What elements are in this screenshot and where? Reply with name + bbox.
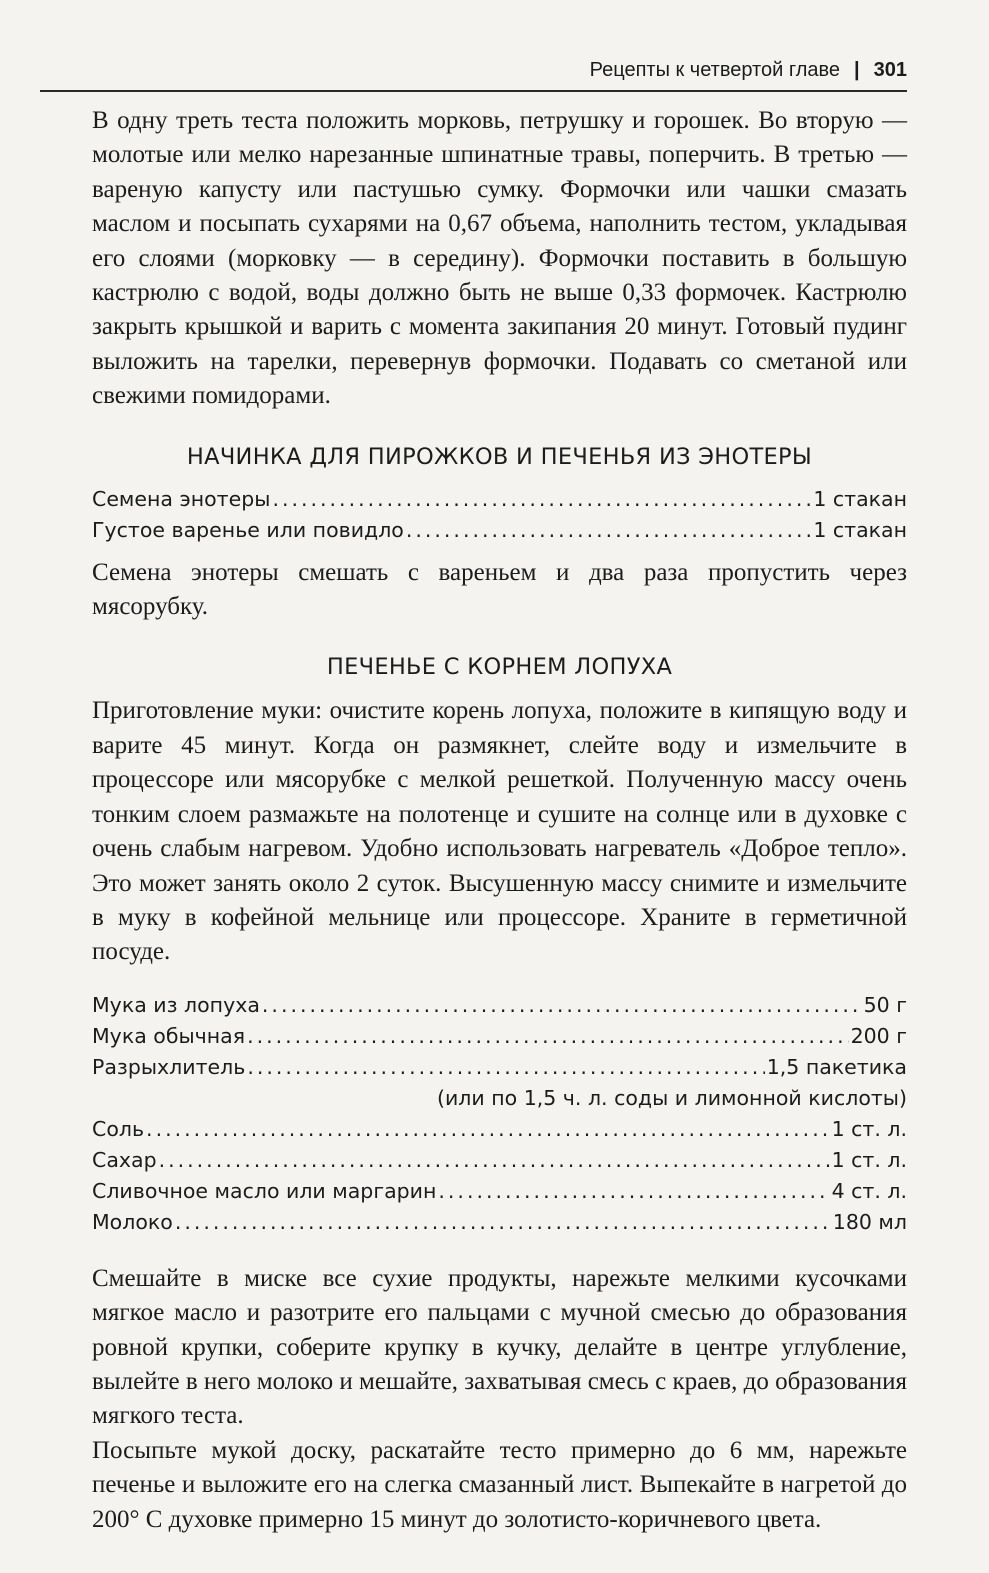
ingredient-qty: 1 ст. л.	[831, 1116, 907, 1141]
ingredient-qty: 1,5 пакетика	[766, 1054, 907, 1079]
ingredient-name: Разрыхлитель	[92, 1054, 246, 1079]
ingredient-qty: 180 мл	[832, 1209, 907, 1234]
ingredient-qty: 50 г	[863, 992, 907, 1017]
ingredient-qty: 4 ст. л.	[831, 1178, 907, 1203]
leader-dots	[175, 1207, 831, 1238]
leader-dots	[159, 1145, 830, 1176]
recipe1-title: НАЧИНКА ДЛЯ ПИРОЖКОВ И ПЕЧЕНЬЯ ИЗ ЭНОТЕРЫ	[186, 443, 813, 470]
recipe2-ingredient-list	[92, 990, 907, 1238]
ingredient-name: Сливочное масло или маргарин	[92, 1178, 437, 1203]
chapter-title: Рецепты к четвертой главе	[589, 58, 841, 81]
recipe1-text: Семена энотеры смешать с вареньем и два раза пропустить через мясорубку.	[92, 558, 907, 621]
ingredient-row	[92, 1145, 907, 1176]
recipe2-step2: Посыпьте мукой доску, раскатайте тесто примерно до 6 мм, нарежьте печенье и выложите его на слегка смазанный лист. Выпекайте в нагретой до 200° С духовке примерно 15 минут до золотисто-коричневого цвета.	[92, 1436, 907, 1533]
leader-dots	[438, 1176, 829, 1207]
ingredient-row	[92, 484, 907, 515]
leader-dots	[146, 1114, 830, 1145]
ingredient-row	[92, 1021, 907, 1052]
leader-dots	[406, 515, 811, 546]
ingredient-name: Соль	[92, 1116, 145, 1141]
leader-dots	[272, 484, 811, 515]
page-number: 301	[873, 58, 907, 81]
ingredient-row	[92, 1052, 907, 1083]
recipe2-step1: Смешайте в миске все сухие продукты, нарежьте мелкими кусочками мягкое масло и разотрите его пальцами с мучной смесью до образования ровной крупки, соберите крупку в кучку, делайте в центре углубление, вылейте в него молоко и мешайте, захватывая смесь с краев, до образования мягкого теста.	[92, 1264, 907, 1430]
recipe2-prep-paragraph: Приготовление муки: очистите корень лопуха, положите в кипящую воду и варите 45 минут. Когда он размякнет, слейте воду и измельчите в процессоре или мясорубке с мелкой решеткой. Полученную массу очень тонким слоем размажьте на полотенце и сушите на солнце или в духовке с очень слабым нагревом. Удобно использовать нагреватель «Доброе тепло». Это может занять около 2 суток. Высушенную массу снимите и измельчите в муку в кофейной мельнице или процессоре. Храните в герметичной посуде.	[92, 697, 907, 966]
ingredient-row	[92, 990, 907, 1021]
ingredient-qty: 1 стакан	[813, 486, 907, 511]
intro-paragraph: В одну треть теста положить морковь, петрушку и горошек. Во вторую — молотые или мелко нарезанные шпинатные травы, поперчить. В третью — вареную капусту или пастушью сумку. Формочки или чашки смазать маслом и посыпать сухарями на 0,67 объема, наполнить тестом, укладывая его слоями (морковку — в середину). Формочки поставить в большую кастрюлю с водой, воды должно быть не выше 0,33 формочек. Кастрюлю закрыть крышкой и варить с момента закипания 20 минут. Готовый пудинг выложить на тарелки, перевернув формочки. Подавать со сметаной или свежими помидорами.	[92, 107, 907, 410]
ingredient-name: Молоко	[92, 1209, 173, 1234]
ingredient-name: Мука обычная	[92, 1023, 246, 1048]
ingredient-name: Сахар	[92, 1147, 157, 1172]
ingredient-row	[92, 515, 907, 546]
ingredient-row	[92, 1176, 907, 1207]
ingredient-row	[92, 1114, 907, 1145]
leader-dots	[247, 1052, 764, 1083]
leader-dots	[247, 1021, 849, 1052]
recipe1-ingredient-list	[92, 484, 907, 546]
recipe2-title: ПЕЧЕНЬЕ С КОРНЕМ ЛОПУХА	[326, 654, 673, 681]
ingredient-note: (или по 1,5 ч. л. соды и лимонной кислоты)	[436, 1085, 907, 1110]
ingredient-name: Мука из лопуха	[92, 992, 260, 1017]
ingredient-row	[92, 1207, 907, 1238]
ingredient-qty: 1 стакан	[813, 517, 907, 542]
header-separator: |	[854, 58, 860, 81]
ingredient-qty: 1 ст. л.	[831, 1147, 907, 1172]
page-content	[92, 104, 907, 1537]
ingredient-name: Густое варенье или повидло	[92, 517, 404, 542]
ingredient-name: Семена энотеры	[92, 486, 271, 511]
leader-dots	[262, 990, 862, 1021]
ingredient-qty: 200 г	[850, 1023, 907, 1048]
running-header	[40, 50, 907, 92]
